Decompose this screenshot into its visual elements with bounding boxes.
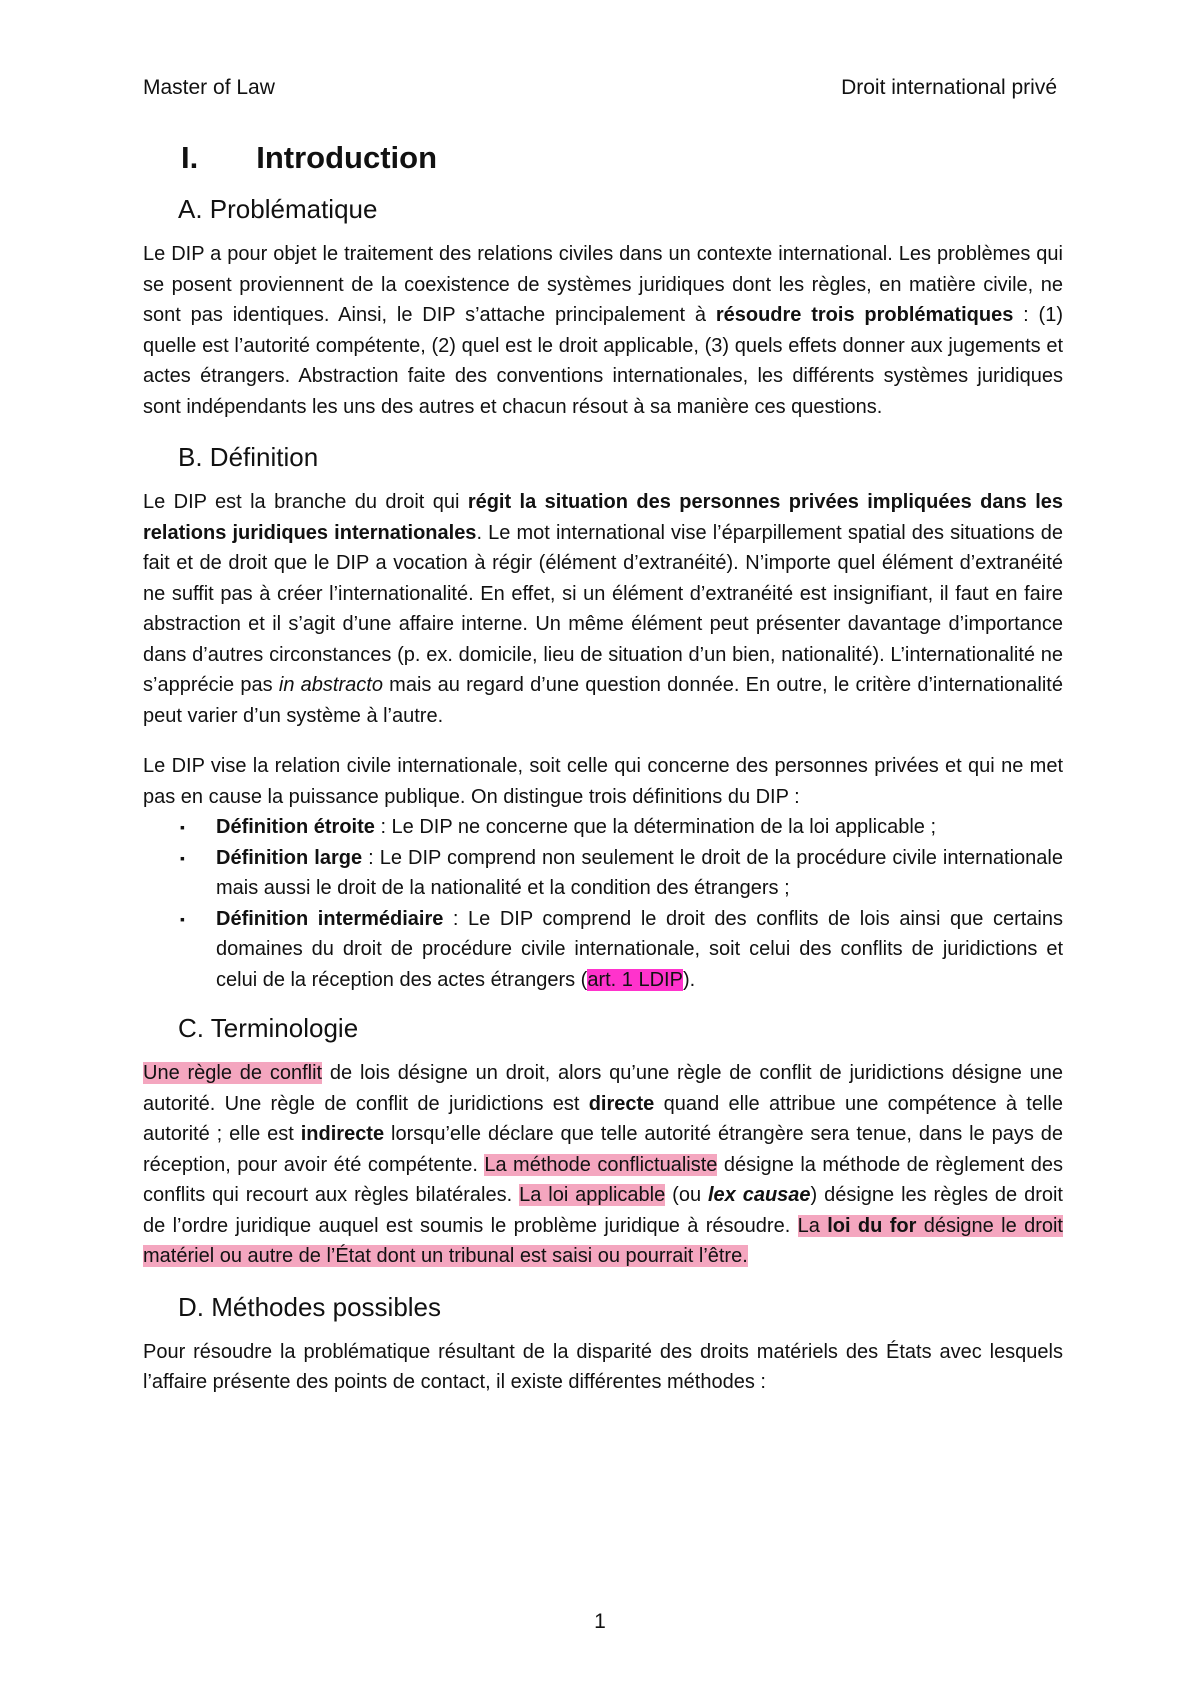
definitions-list bbox=[143, 812, 1063, 995]
section-title: Introduction bbox=[256, 140, 438, 175]
paragraph-terminologie: Une règle de conflit de lois désigne un droit, alors qu’une règle de conflit de juridictions désigne une autorité. Une règle de conflit de juridictions est directe quand elle attribue une compétence à telle autorité ; elle est indirecte lorsqu’elle déclare que telle autorité étrangère sera tenue, dans le pays de réception, pour avoir été compétente. La méthode conflictualiste désigne la méthode de règlement des conflits qui recourt aux règles bilatérales. La loi applicable (ou lex causae) désigne les règles de droit de l’ordre juridique auquel est soumis le problème juridique à résoudre. La loi du for désigne le droit matériel ou autre de l’État dont un tribunal est saisi ou pourrait l’être. bbox=[143, 1062, 1063, 1267]
highlight: Une règle de conflit bbox=[143, 1062, 323, 1084]
highlighted-reference: art. 1 LDIP bbox=[587, 968, 683, 991]
heading-terminologie: C. Terminologie bbox=[178, 1013, 359, 1043]
list-item: ▪ Définition intermédiaire : Le DIP comprend le droit des conflits de lois ainsi que certains domaines du droit de procédure civile internationale, soit celui des conflits de juridictions et celui de la réception des actes étrangers (art. 1 LDIP). bbox=[216, 904, 1063, 996]
section-heading-introduction bbox=[181, 140, 1063, 176]
paragraph-definition-2: Le DIP vise la relation civile internationale, soit celle qui concerne des personnes privées et qui ne met pas en cause la puissance publique. On distingue trois définitions du DIP : bbox=[143, 755, 1063, 808]
list-item: ▪ Définition large : Le DIP comprend non seulement le droit de la procédure civile internationale mais aussi le droit de la nationalité et la condition des étrangers ; bbox=[216, 843, 1063, 904]
heading-definition: B. Définition bbox=[178, 442, 319, 472]
document-body bbox=[143, 140, 1063, 1418]
header-course: Master of Law bbox=[143, 76, 275, 99]
section-number: I. bbox=[181, 140, 199, 175]
page-header bbox=[143, 76, 1057, 100]
paragraph-definition-1: Le DIP est la branche du droit qui régit la situation des personnes privées impliquées dans les relations juridiques internationales. Le mot international vise l’éparpillement spatial des situations de fait et de droit que le DIP a vocation à régir (élément d’extranéité). N’importe quel élément d’extranéité ne suffit pas à créer l’internationalité. En effet, si un élément d’extranéité est insignifiant, il faut en faire abstraction et il s’agit d’une affaire interne. Un même élément peut présenter davantage d’importance dans d’autres circonstances (p. ex. domicile, lieu de situation d’un bien, nationalité). L’internationalité ne s’apprécie pas in abstracto mais au regard d’une question donnée. En outre, le critère d’internationalité peut varier d’un système à l’autre. bbox=[143, 491, 1063, 727]
list-item: ▪ Définition étroite : Le DIP ne concerne que la détermination de la loi applicable ; bbox=[216, 812, 1063, 843]
heading-methodes: D. Méthodes possibles bbox=[178, 1291, 442, 1322]
heading-problematique: A. Problématique bbox=[178, 194, 378, 224]
header-subject: Droit international privé bbox=[841, 76, 1057, 99]
paragraph-problematique: Le DIP a pour objet le traitement des relations civiles dans un contexte international. Les problèmes qui se posent proviennent de la coexistence de systèmes juridiques dont les règles, en matière civile, ne sont pas identiques. Ainsi, le DIP s’attache principalement à résoudre trois problématiques : (1) quelle est l’autorité compétente, (2) quel est le droit applicable, (3) quels effets donner aux jugements et actes étrangers. Abstraction faite des conventions internationales, les différents systèmes juridiques sont indépendants les uns des autres et chacun résout à sa manière ces questions. bbox=[143, 243, 1063, 418]
highlight: La loi applicable bbox=[519, 1184, 666, 1206]
paragraph-methodes: Pour résoudre la problématique résultant de la disparité des droits matériels des États avec lesquels l’affaire présente des points de contact, il existe différentes méthodes : bbox=[143, 1340, 1063, 1393]
page-number: 1 bbox=[594, 1610, 606, 1633]
highlight: La méthode conflictualiste bbox=[484, 1153, 718, 1176]
bold-phrase: régit la situation des personnes privées impliquées dans les relations juridiques internationales bbox=[143, 491, 1063, 544]
italic-phrase: in abstracto bbox=[278, 674, 383, 696]
highlight: La loi du for désigne le droit matériel ou autre de l’État dont un tribunal est saisi ou pourrait l’être. bbox=[143, 1214, 1063, 1267]
bold-phrase: résoudre trois problématiques bbox=[715, 304, 1014, 326]
